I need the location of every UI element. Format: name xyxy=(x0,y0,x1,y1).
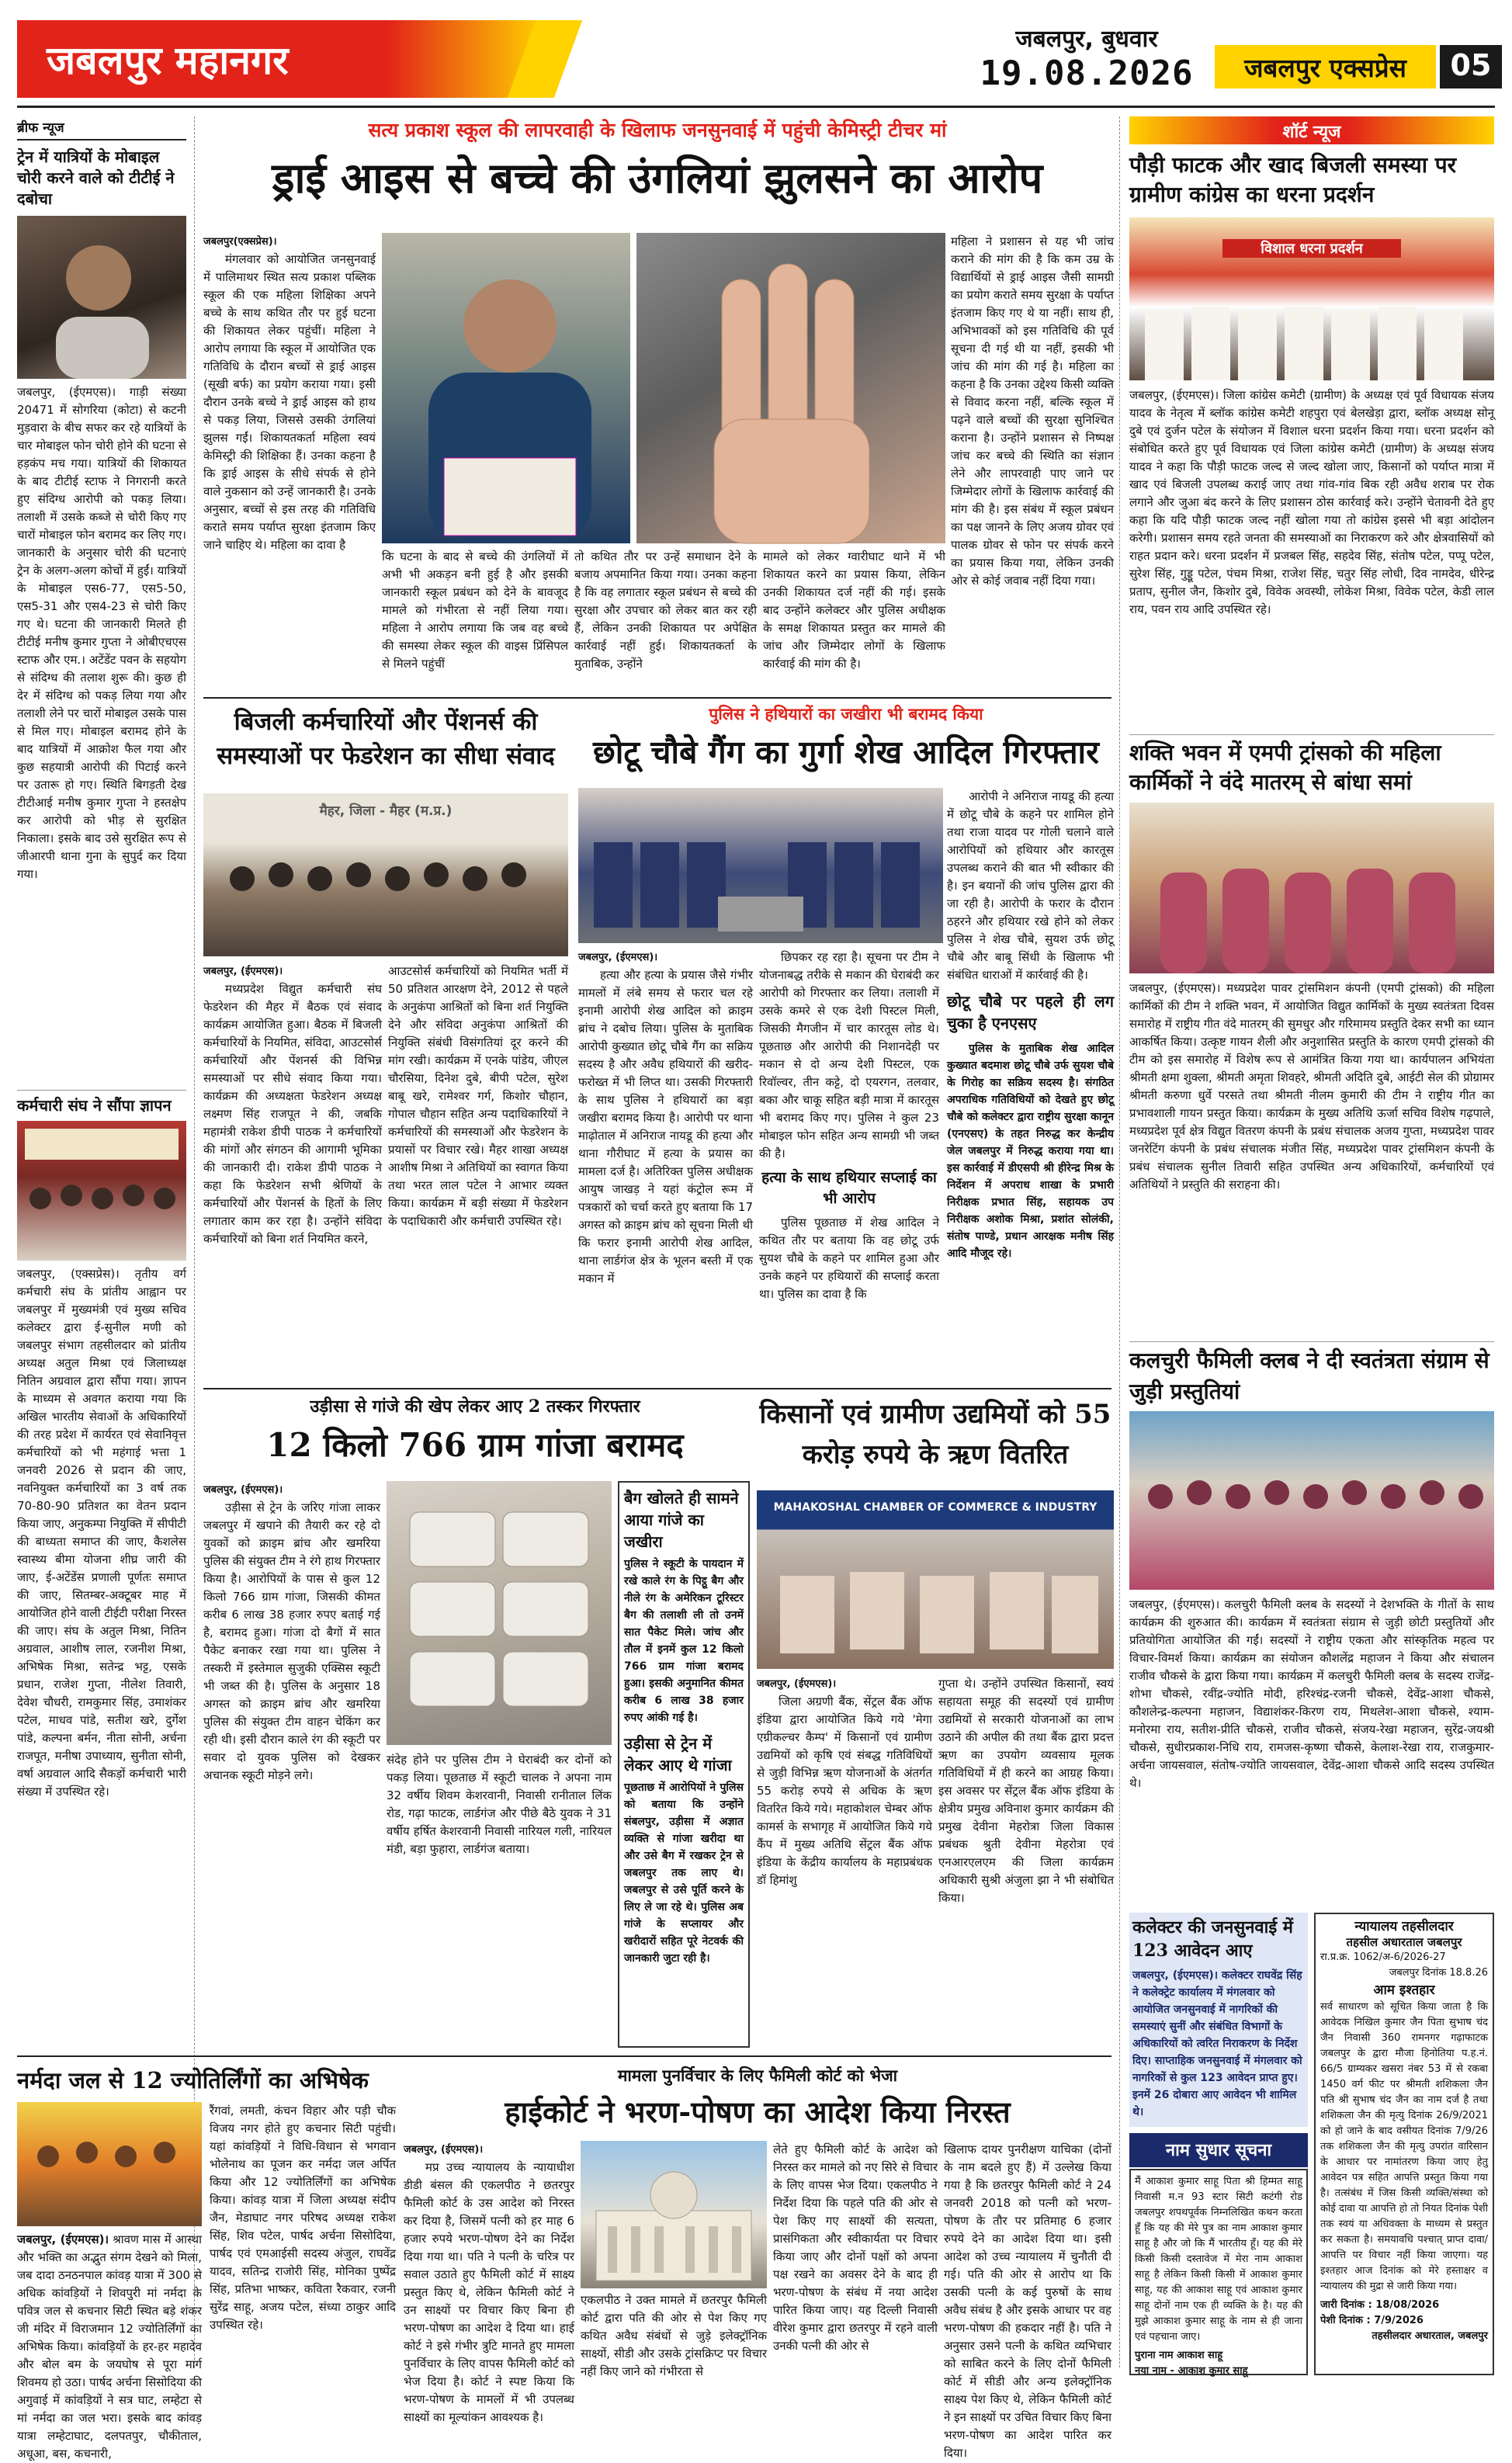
brief-photo-2 xyxy=(17,1121,186,1261)
ganja-headline: 12 किलो 766 ग्राम गांजा बरामद xyxy=(266,1426,684,1464)
hc-col-2: एकलपीठ ने उक्त मामले में छतरपुर फैमिली कोर्ट द्वारा पति की ओर से पेश किए गए कथित अवैध संबंधों से जुड़े इलेक्ट्रॉनिक साक्ष्यों, सीडी और उसके ट्रांसक्रिप्ट पर विचार नहीं किए जाने को गंभीरता से xyxy=(581,2293,767,2378)
loans-photo xyxy=(757,1490,1114,1669)
narmada-dateline: जबलपुर, (ईएमएस)। xyxy=(17,2232,109,2246)
issue-day: जबलपुर, बुधवार xyxy=(1015,26,1158,53)
court-office: तहसील अधारताल जबलपुर xyxy=(1346,1935,1462,1949)
gang-col-1 xyxy=(578,949,753,1383)
seized-packets-image xyxy=(387,1481,612,1745)
name-change-text: मैं आकाश कुमार साहू पिता श्री हिम्मत साहू निवासी म.न 93 स्टार सिटी कटंगी रोड जबलपुर शपथपूर्वक निम्नलिखित कथन करता हूँ कि यह की मेरे पुत्र का नाम आकाश कुमार साहू है और जो कि मैं भारतीय हूँ। यह की मेरे किसी किसी दस्तावेज में मेरा नाम आकाश साहू है लेकिन किसी किसी में आकाश कुमार साहू, यह की आकाश साहू एवं आकाश कुमार साहू दोनों नाम एक ही व्यक्ति के है। यह की मुझे आकाश कुमार साहू के नाम से ही जाना एवं पहचाना जाए। xyxy=(1135,2176,1302,2343)
federation-group-image xyxy=(203,793,568,956)
old-name: पुराना नाम आकाश साहू xyxy=(1135,2350,1223,2361)
gang-dateline: जबलपुर, (ईएमएस)। xyxy=(578,952,658,963)
loans-text-1: जिला अग्रणी बैंक, सेंट्रल बैंक ऑफ इंडिया द्वारा आयोजित किये गये 'मेगा एग्रीकल्चर कैम्प' में किसानों एवं ग्रामीण उद्यमियों को कृषि एवं संबद्ध गतिविधियों से जुड़ी विभिन्न ऋण योजनाओं के अंतर्गत 55 करोड़ रुपये से अधिक के ऋण वितरित किये गये। महाकोशल चेम्बर ऑफ कामर्स के सभागृह में आयोजित किये गये कैंप में मुख्य अतिथि सेंट्रल बैंक ऑफ इंडिया के केंद्रीय कार्यालय के महाप्रबंधक डॉ हिमांशु xyxy=(757,1695,932,1887)
gang-text-2b: पुलिस पूछताछ में शेख आदिल ने कथित तौर पर बताया कि वह छोटू उर्फ सुयश चौबे के कहने पर शामिल हुआ और उनके कहने पर हथियारों की सप्लाई करता था। पुलिस का दावा है कि xyxy=(759,1216,939,1301)
brief-photo-1 xyxy=(17,216,186,379)
women-singing-image xyxy=(1129,803,1494,973)
narmada-text-1: श्रावण मास में आस्था और भक्ति का अद्भुत संगम देखने को मिला, जब दादा ठनठनपाल कांवड़ यात्रा में 300 से अधिक कांवड़ियों ने शिवपुरी मां नर्मदा के पवित्र जल से कचनार सिटी स्थित बड़े शंकर जी मंदिर में विराजमान 12 ज्योतिर्लिंगों का अभिषेक किया। कांवड़ियों के हर-हर महादेव और बोल बम के जयघोष से पूरा मार्ग शिवमय हो उठा। पार्षद अर्चना सिसोदिया की अगुवाई में कांवड़ियों ने सत्र घाट, लम्हेटा से मां नर्मदा का जल भरा। इसके बाद कांवड़ यात्रा लम्हेटाघाट, दलपतपुर, चौकीताल, अधूआ, बस, कचनारी, xyxy=(17,2232,202,2461)
ganja-col-1 xyxy=(203,1481,380,2048)
ganja-text-1: उड़ीसा से ट्रेन के जरिए गांजा लाकर जबलपुर में खपाने की तैयारी कर रहे दो युवकों को क्राइम ब्रांच और खमरिया पुलिस की संयुक्त टीम ने रंगे हाथ गिरफ्तार किया है। आरोपियों के पास से कुल 12 किलो 766 ग्राम गांजा, जिसकी कीमत करीब 6 लाख 38 हजार रुपए बताई गई है, बरामद हुआ। गांजा दो बैगों में सात पैकेट बनाकर रखा गया था। पुलिस ने तस्करी में इस्तेमाल सुजुकी एक्सिस स्कूटी भी जब्त की है। पुलिस के अनुसार 18 अगस्त को क्राइम ब्रांच और खमरिया पुलिस की संयुक्त टीम वाहन चेकिंग कर रही थी। इसी दौरान काले रंग की स्कूटी पर सवार दो युवक पुलिस को देखकर अचानक स्कूटी मोड़ने लगे। xyxy=(203,1500,380,1782)
loans-col-2: गुप्ता थे। उन्होंने उपस्थित किसानों, स्वयं सहायता समूह की सदस्यों एवं ग्रामीण उद्यमियों से सरकारी योजनाओं का लाभ उठाने की अपील की तथा बैंक द्वारा प्रदत्त ऋण का उपयोग व्यवसाय मूलक गतिविधियों में ही करने का आग्रह किया। इस अवसर पर सेंट्रल बैंक ऑफ इंडिया के क्षेत्रीय प्रमुख अविनाश कुमार कार्यक्रम की प्रमुख देवीना मेहरोत्रा जिला विकास प्रबंधक श्रुती देवीना मेहरोत्रा एवं एनआरएलएम की जिला कार्यक्रम अधिकारी सुश्री अंजुला झा ने भी संबोधित किया। xyxy=(938,1677,1114,1905)
narmada-headline: नर्मदा जल से 12 ज्योतिर्लिंगों का अभिषेक xyxy=(17,2067,369,2094)
gang-col-3 xyxy=(947,788,1114,1383)
short-headline-3: कलचुरी फैमिली क्लब ने दी स्वतंत्रता संग्राम से जुड़ी प्रस्तुतियां xyxy=(1129,1341,1494,1407)
power-col-1 xyxy=(203,963,382,1382)
masthead-rule xyxy=(17,106,1495,108)
name-change-notice xyxy=(1129,2169,1308,2375)
gang-subhead-1: हत्या के साथ हथियार सप्लाई का भी आरोप xyxy=(761,1169,937,1207)
court-hearing-date: पेशी दिनांक : 7/9/2026 xyxy=(1320,2315,1424,2326)
short-photo-1 xyxy=(1129,217,1494,380)
gang-text-3b: पुलिस के मुताबिक शेख आदिल कुख्यात बदमाश छोटू चौबे उर्फ सुयश चौबे के गिरोह का सक्रिय सदस्य है। संगठित अपराधिक गतिविधियों को देखते हुए छोटू चौबे को कलेक्टर द्वारा राष्ट्रीय सुरक्षा कानून (एनएसए) के तहत निरुद्ध कर केन्द्रीय जेल जबलपुर में निरुद्ध कराया गया था। इस कार्रवाई में डीएसपी श्री हीरेन्द्र मिश्र के निर्देशन में अपराध शाखा के प्रभारी निरीक्षक प्रभात सिंह, सहायक उप निरीक्षक अशोक मिश्रा, प्रशांत सोलंकी, संतोष पाण्डे, प्रधान आरक्षक मनीष सिंह आदि मौजूद रहे। xyxy=(947,1042,1114,1260)
power-photo xyxy=(203,793,568,956)
loans-headline: किसानों एवं ग्रामीण उद्यमियों को 55 करोड़ रुपये के ऋण वितरित xyxy=(759,1399,1111,1470)
brief-text-2: जबलपुर, (एक्सप्रेस)। तृतीय वर्ग कर्मचारी संघ के प्रांतीय आह्वान पर जबलपुर में मुख्यमंत्री एवं मुख्य सचिव कलेक्टर द्वारा ई-सुनील मणी को जबलपुर संभाग तहसीलदार को प्रांतीय अध्यक्ष अतुल मिश्रा एवं जिलाध्यक्ष नितिन अग्रवाल द्वारा सौंपा गया। ज्ञापन के माध्यम से अवगत कराया गया कि अखिल भारतीय सेवाओं के अधिकारियों की तरह प्रदेश में कार्यरत एवं सेवानिवृत्त कर्मचारियों को भी महंगाई भत्ता 1 जनवरी 2026 से प्रदान की जाए, नवनियुक्त कर्मचारियों का 3 वर्ष तक 70-80-90 प्रतिशत का वेतन प्रदान किया जाए, अनुकम्पा नियुक्ति में सीपीटी की बाध्यता समाप्त की जाए, कैशलेस स्वास्थ्य बीमा योजना शीघ्र जारी की जाए, ई-अटेंडेंस प्रणाली पूर्णतः समाप्त की जाए, सितम्बर-अक्टूबर माह में आयोजित होने वाली टीईटी परीक्षा निरस्त की जाए। संघ के अतुल मिश्रा, नितिन अग्रवाल, आशीष लाल, रजनीश मिश्रा, अभिषेक मिश्रा, सतेन्द्र भट्ट, एसके प्रधान, राजेश गुप्ता, नीलेश तिवारी, देवेश चौधरी, रामकुमार सिंह, उमाशंकर पटेल, माधव पांडे, सतीश खरे, दुर्गेश पांडे, कल्पना बर्मन, नीता सोनी, अर्चना राजपूत, मनीषा उपाध्याय, सुनीता सोनी, वर्षा अग्रवाल आदि सैकड़ों कर्मचारी भारी संख्या में उपस्थित रहे। xyxy=(17,1267,186,1799)
power-headline: बिजली कर्मचारियों और पेंशनर्स की समस्याओं पर फेडरेशन का सीधा संवाद xyxy=(217,708,555,770)
loans-col-1 xyxy=(757,1675,932,2048)
court-notice xyxy=(1314,1913,1494,2375)
court-text: सर्व साधारण को सूचित किया जाता है कि आवेदक निखिल कुमार जैन पिता सुभाष चंद जैन निवासी 360 रामनगर गढ़ाफाटक जबलपुर के द्वारा मौजा हिनोतिया प.ह.नं. 66/5 ग्राम्यकर खसरा नंबर 53 में से रकबा 1450 वर्ग फीट पर श्रीमती शशिकला जैन पति श्री सुभाष चंद जैन का नाम दर्ज है तथा शशिकला जैन की मृत्यु दिनांक 26/9/2021 को हो जाने के बाद वसीयत दिनांक 7/9/26 तक शशिकला जैन की मृत्यु उपरांत वारिसान के आधार पर नामांतरण किया जाए हेतु आवेदन पत्र सहित आपत्ति प्रस्तुत किया गया है। तत्संबंध में जिस किसी व्यक्ति/संस्था को कोई दावा या आपत्ति हो तो नियत दिनांक पेशी तक स्वयं या अधिवक्ता के माध्यम से प्रस्तुत कर सकता है। समयावधि पश्चात् प्राप्त दावा/आपत्ति पर विचार नहीं किया जाएगा। यह इश्तहार आज दिनांक को मेरे हस्ताक्षर व न्यायालय की मुद्रा से जारी किया गया। xyxy=(1320,2001,1488,2292)
name-change-label: नाम सुधार सूचना xyxy=(1129,2133,1308,2167)
dateline-box xyxy=(970,22,1203,93)
mother-with-certificate-image xyxy=(382,233,630,543)
newspaper-brand: जबलपुर एक्सप्रेस xyxy=(1215,45,1436,88)
gang-photo xyxy=(578,788,943,943)
court-case-no: रा.प्र.क्र. 1062/अ-6/2026-27 xyxy=(1320,1951,1446,1963)
lead-col-5: महिला ने प्रशासन से यह भी जांच कराने की मांग की है कि कम उम्र के विद्यार्थियों से ड्राई आइस जैसी सामग्री का प्रयोग कराते समय सुरक्षा के पर्याप्त इंतजाम किए गए थे या नहीं। साथ ही, अभिभावकों को इस गतिविधि की पूर्व सूचना दी गई थी या नहीं, इसकी भी जांच की मांग की गई है। महिला का कहना है कि उनका उद्देश्य किसी व्यक्ति से विवाद करना नहीं, बल्कि स्कूल में पढ़ने वाले बच्चों की सुरक्षा सुनिश्चित कराना है। उन्होंने प्रशासन से निष्पक्ष जांच कर बच्चे की स्थिति का संज्ञान लेने और लापरवाही पाए जाने पर जिम्मेदार लोगों के खिलाफ कार्रवाई की मांग की है। इस संबंध में स्कूल प्रबंधन का पक्ष जानने के लिए अजय ग्रोवर एवं पालक ग्रोवर से फोन पर संपर्क करने का प्रयास किया गया, लेकिन उनकी ओर से कोई जवाब नहीं दिया गया। xyxy=(951,234,1114,588)
ganja-photo xyxy=(387,1481,612,1745)
page-number: 05 xyxy=(1440,45,1502,88)
lead-col-1 xyxy=(203,233,376,691)
issue-date: 19.08.2026 xyxy=(980,54,1194,93)
lead-headline: ड्राई आइस से बच्चे की उंगलियां झुलसने का आरोप xyxy=(272,153,1043,203)
short-headline-1: पौड़ी फाटक और खाद बिजली समस्या पर ग्रामीण कांग्रेस का धरना प्रदर्शन xyxy=(1129,152,1457,207)
ganja-kicker: उड़ीसा से गांजे की खेप लेकर आए 2 तस्कर गिरफ्तार xyxy=(310,1396,640,1417)
gang-subhead-2: छोटू चौबे पर पहले ही लग चुका है एनएसए xyxy=(947,992,1114,1032)
ganja-col-2: संदेह होने पर पुलिस टीम ने घेराबंदी कर दोनों को पकड़ लिया। पूछताछ में स्कूटी चालक ने अपना नाम 32 वर्षीय शिवम केशरवानी, निवासी रानीताल लिंक रोड, गढ़ा फाटक, लार्डगंज और पीछे बैठे युवक ने 31 वर्षीय हर्षित केशरवानी निवासी नारियल गली, नारियल मंडी, बड़ा फुहारा, लार्डगंज बताया। xyxy=(387,1753,612,1856)
hc-text-1: मप्र उच्च न्यायालय के न्यायाधीश डीडी बंसल की एकलपीठ ने छतरपुर फैमिली कोर्ट के उस आदेश को निरस्त कर दिया है, जिसमें पत्नी को हर माह 6 हजार रुपये भरण-पोषण देने का निर्देश दिया गया था। पति ने पत्नी के चरित्र पर सवाल उठाते हुए फैमिली कोर्ट में साक्ष्य प्रस्तुत किए थे, लेकिन फैमिली कोर्ट ने उन साक्ष्यों पर विचार किए बिना ही भरण-पोषण का आदेश दे दिया था। हाई कोर्ट ने इसे गंभीर त्रुटि मानते हुए मामला पुनर्विचार के लिए वापस फैमिली कोर्ट को भेज दिया है। कोर्ट ने स्पष्ट किया कि भरण-पोषण के मामलों में भी उपलब्ध साक्ष्यों का मूल्यांकन आवश्यक है। xyxy=(404,2160,574,2424)
gang-text-2: छिपकर रह रहा है। सूचना पर टीम ने योजनाबद्ध तरीके से मकान की घेराबंदी कर आरोपी को गिरफ्तार कर लिया। तलाशी में उसके कमरे से एक देशी पिस्टल मिली, जिसकी मैगजीन में चार कारतूस लोड थे। पूछताछ और आरोपी की निशानदेही पर मकान से दो अन्य देशी पिस्टल, एक रिवॉल्वर, तीन कट्टे, दो एयरगन, तलवार, बका और चाकू सहित बड़ी मात्रा में कारतूस भी बरामद किए गए। पुलिस ने कुल 23 मोबाइल फोन सहित अन्य सामग्री भी जब्त की है। xyxy=(759,950,939,1160)
narmada-photo xyxy=(17,2102,202,2226)
hc-col-1 xyxy=(404,2141,574,2424)
section-rule xyxy=(17,2055,1111,2057)
lead-kicker: सत्य प्रकाश स्कूल की लापरवाही के खिलाफ जनसुनवाई में पहुंची केमिस्ट्री टीचर मां xyxy=(368,119,947,141)
hc-kicker: मामला पुनर्विचार के लिए फैमिली कोर्ट को भेजा xyxy=(617,2066,898,2085)
congress-protest-image xyxy=(1129,217,1494,380)
ganja-dateline: जबलपुर, (ईएमएस)। xyxy=(203,1484,283,1496)
family-club-image xyxy=(1129,1411,1494,1590)
short-text-3: जबलपुर, (ईएमएस)। कलचुरी फैमिली क्लब के सदस्यों ने देशभक्ति के गीतों के साथ कार्यक्रम की शुरुआत की। कार्यक्रम में स्वतंत्रता संग्राम से जुड़ी छोटी प्रस्तुतियों और प्रतियोगिता आयोजित की गईं। सदस्यों ने राष्ट्रीय एकता और सांस्कृतिक महत्व पर विचार-विमर्श किया। कार्यक्रम का संयोजन कौशलेंद्र महाजन ने किया और संचालन राजीव चौकसे के द्वारा किया गया। कार्यक्रम में कलचुरी फैमिली क्लब के सदस्य राजेंद्र-शोभा चौकसे, रवींद्र-ज्योति मोदी, हरिश्चंद्र-रजनी चौकसे, देवेंद्र-आशा चौकसे, कौशलेन्द्र-कल्पना महाजन, विद्याशंकर-किरण राय, मिथलेश-आशा चौकसे, श्याम-मनोरमा राय, सतीश-प्रीति चौकसे, राजीव चौकसे, संजय-रेखा महाजन, सुरेंद्र-जयश्री चौकसे, सुधीरप्रकाश-निधि राय, रामजस-कृष्णा चौकसे, केलाश-रेखा राय, राजकुमार-अर्चना जायसवाल, संतोष-ज्योति जायसवाल, देवेंद्र-आशा चौकसे आदि सदस्य उपस्थित थे। xyxy=(1129,1597,1494,1790)
narmada-col-2: रैंगवां, लमती, कंचन विहार और पड़ी चौक विजय नगर होते हुए कचनार सिटी पहुंची। यहां कांवड़ियों ने विधि-विधान से भगवान भोलेनाथ का पूजन कर नर्मदा जल अर्पित किया और 12 ज्योतिर्लिंगों का अभिषेक किया। कांवड़ यात्रा में जिला अध्यक्ष संदीप जैन, मेडाघाट नगर परिषद अध्यक्ष राकेश सिंह, शिव पटेल, पार्षद अर्चना सिसोदिया, पार्षद एवं एमआईसी सदस्य अंजुल, राघवेंद्र यादव, सतिन्द्र राजोरी सिंह, मोनिका पुष्पेंद्र सिंह, प्रतिभा भाष्कर, कविता रैकवार, रजनी सुरेंद्र साहू, अजय पटेल, संध्या ठाकुर आदि उपस्थित रहे। xyxy=(210,2104,396,2332)
hc-headline: हाईकोर्ट ने भरण-पोषण का आदेश किया निरस्त xyxy=(505,2094,1011,2129)
power-col-2: आउटसोर्स कर्मचारियों को नियमित भर्ती में 50 प्रतिशत आरक्षण देने, 2012 से पहले के अनुकंपा आश्रितों को बिना शर्त नियुक्ति देने और संविदा अनुकंपा आश्रितों की नियुक्ति संबंधी विसंगतियां दूर करने की मांग रखी। कार्यक्रम में एनके पांडेय, जीएल चौरसिया, दिनेश दुबे, बीपी पटेल, सुरेश बाबू खरे, रामेश्वर गर्ग, किशोर चौहान, गोपाल चौहान सहित अन्य पदाधिकारियों ने कर्मचारियों की समस्याओं और फेडरेशन के प्रयासों पर विचार रखे। मैहर शाखा अध्यक्ष आशीष मिश्रा ने अतिथियों का स्वागत किया तथा भरत लाल पटेल ने आभार व्यक्त किया। कार्यक्रम में बड़ी संख्या में फेडरेशन के पदाधिकारी और कर्मचारी उपस्थित रहे। xyxy=(388,964,568,1228)
brief-text-1: जबलपुर, (ईएमएस)। गाड़ी संख्या 20471 में सोगरिया (कोटा) से कटनी मुड़वारा के बीच सफर कर रहे यात्रियों के चार मोबाइल फोन चोरी होने की घटना से हड़कंप मच गया। यात्रियों की शिकायत के बाद टीटीई स्टाफ ने निगरानी करते हुए संदिग्ध आरोपी को पकड़ लिया। तलाशी में उसके कब्जे से चोरी किए गए चारों मोबाइल फोन बरामद कर लिए गए। जानकारी के अनुसार चोरी की घटनाएं ट्रेन के अलग-अलग कोचों में हुईं। यात्रियों के मोबाइल एस6-77, एस5-50, एस5-31 और एस4-23 से चोरी किए गए थे। घटना की जानकारी मिलते ही टीटीई मनीष कुमार गुप्ता ने ओबीएचएस स्टाफ और एम.। अटेंडेंट पवन के सहयोग से संदिग्ध की तलाश शुरू की। कुछ ही देर में संदिग्ध को पकड़ लिया गया और तलाशी लेने पर चारों मोबाइल उसके पास से मिल गए। मोबाइल बरामद होने के बाद यात्रियों में आक्रोश फैल गया और कुछ सहयात्री आरोपी की पिटाई करने पर उतारू हो गए। स्थिति बिगड़ती देख टीटीआई मनीष कुमार गुप्ता ने हस्तक्षेप कर आरोपी को भीड़ से सुरक्षित निकाला। इसके बाद उसे सुरक्षित रूप से जीआरपी थाना गुना के सुपुर्द कर दिया गया। xyxy=(17,385,186,881)
brief-label: ब्रीफ न्यूज xyxy=(17,116,186,140)
ganja-box-text-2: पूछताछ में आरोपियों ने पुलिस को बताया कि उन्होंने संबलपुर, उड़ीसा में अज्ञात व्यक्ति से गांजा खरीदा था और उसे बैग में रखकर ट्रेन से जबलपुर तक लाए थे। जबलपुर से उसे पूर्ति करने के लिए ले जा रहे थे। पुलिस अब गांजे के सप्लायर और खरीदारों सहित पूरे नेटवर्क की जानकारी जुटा रही है। xyxy=(624,1781,744,1965)
portrait-image xyxy=(17,216,186,379)
court-issue-date: जारी दिनांक : 18/08/2026 xyxy=(1320,2299,1440,2311)
power-dateline: जबलपुर, (ईएमएस)। xyxy=(203,966,283,977)
gang-text-1: हत्या और हत्या के प्रयास जैसे गंभीर मामलों में लंबे समय से फरार चल रहे इनामी आरोपी शेख आदिल को क्राइम ब्रांच ने दबोच लिया। पुलिस के मुताबिक आरोपी कुख्यात छोटू चौबे गैंग का सक्रिय सदस्य है और अवैध हथियारों की खरीद-फरोख्त में भी लिप्त था। उसकी गिरफ्तारी के साथ पुलिस ने हथियारों का बड़ा जखीरा बरामद किया है। आरोपी पर थाना माढ़ोताल में अनिराज नायडू की हत्या और थाना गौरीघाट में हत्या के प्रयास का मामला दर्ज है। अतिरिक्त पुलिस अधीक्षक आयुष जाखड़ ने यहां कंट्रोल रूम में पत्रकारों को चर्चा करते हुए बताया कि 17 अगस्त को क्राइम ब्रांच को सूचना मिली थी कि फरार इनामी आरोपी शेख आदिल, थाना लार्डगंज क्षेत्र के भूलन बस्ती में एक मकान में xyxy=(578,968,753,1285)
dharna-banner: विशाल धरना प्रदर्शन xyxy=(1222,239,1401,258)
injured-fingers-image xyxy=(636,233,945,543)
masthead xyxy=(0,0,1512,109)
brief-news-column xyxy=(17,116,186,2383)
short-photo-3 xyxy=(1129,1411,1494,1590)
collector-headline: कलेक्टर की जनसुनवाई में 123 आवेदन आए xyxy=(1132,1917,1293,1961)
loans-photo-banner: MAHAKOSHAL CHAMBER OF COMMERCE & INDUSTRY xyxy=(773,1501,1098,1514)
lead-col-4: मामले को लेकर ग्वारीघाट थाने में भी शिकायत करने का प्रयास किया, लेकिन उनकी शिकायत दर्ज नहीं की गई। इसके बाद उन्होंने कलेक्टर और पुलिस अधीक्षक के समक्ष शिकायत प्रस्तुत कर मामले की जांच और जिम्मेदार लोगों के खिलाफ कार्रवाई की मांग की है। xyxy=(763,550,945,671)
short-photo-2 xyxy=(1129,803,1494,973)
column-divider xyxy=(1119,116,1120,2368)
brief-headline-2: कर्मचारी संघ ने सौंपा ज्ञापन xyxy=(17,1090,186,1116)
brief-headline-1: ट्रेन में यात्रियों के मोबाइल चोरी करने वाले को टीटीई ने दबोचा xyxy=(17,147,175,208)
narmada-story xyxy=(17,2065,397,2461)
ganja-box-subhead: उड़ीसा से ट्रेन में लेकर आए थे गांजा xyxy=(624,1734,732,1774)
lead-photo-mother xyxy=(382,233,630,543)
gang-headline: छोटू चौबे गैंग का गुर्गा शेख आदिल गिरफ्तार xyxy=(593,734,1099,771)
loans-dateline: जबलपुर, (ईएमएस)। xyxy=(757,1678,837,1690)
lead-col-3: तो कथित तौर पर उन्हें समाधान देने के बजाय अपमानित किया गया। उनका कहना है कि वह लगातार स्कूल प्रबंधन से बच्चे की सुरक्षा और उपचार को लेकर बात कर रही हैं, लेकिन उनकी शिकायत पर अपेक्षित कार्रवाई नहीं हुई। शिकायतकर्ता के मुताबिक, उन्होंने xyxy=(574,550,757,671)
short-text-1: जबलपुर, (ईएमएस)। जिला कांग्रेस कमेटी (ग्रामीण) के अध्यक्ष एवं पूर्व विधायक संजय यादव के नेतृत्व में ब्लॉक कांग्रेस कमेटी शहपुरा एवं बेलखेड़ा द्वारा, ब्लॉक अध्यक्ष सोनू दुबे एवं दुर्जन पटेल के संयोजन में विशाल धरना प्रदर्शन किया गया। धरना प्रदर्शन को संबोधित करते हुए पूर्व विधायक एवं जिला कांग्रेस कमेटी (ग्रामीण) के अध्यक्ष संजय यादव ने कहा कि पौड़ी फाटक जल्द से जल्द खोला जाए, किसानों को पर्याप्त मात्रा में खाद एवं बिजली उपलब्ध कराई जाए तथा गांव-गांव बिक रही अवैध शराब पर रोक लगाने और जुआ बंद करने के लिए प्रशासन ठोस कार्रवाई करे। उन्होंने चेतावनी देते हुए कहा कि यदि पौड़ी फाटक जल्द नहीं खोला गया तो कांग्रेस इससे भी बड़ा आंदोलन करेगी। प्रशासन समय रहते जनता की समस्याओं का निराकरण करे और क्षेत्रवासियों को राहत प्रदान करे। धरना प्रदर्शन में प्रजबल सिंह, सहदेव सिंह, संतोष पटेल, पप्पू पटेल, सुरेश सिंह, गुड्डू पटेल, पंचम मिश्रा, राजेश सिंह, चतुर सिंह लोधी, दिव नामदेव, धीरेन्द्र प्रताप, सुनील जैन, किशोर दुबे, विवेक अवस्थी, लोकेश मिश्रा, विवेक पटेल, केडी लाल राय, पवन राय आदि उपस्थित रहे। xyxy=(1129,388,1494,616)
court-name: न्यायालय तहसीलदार xyxy=(1354,1919,1454,1934)
ganja-box xyxy=(618,1481,750,2048)
new-name: नया नाम - आकाश कुमार साहू xyxy=(1135,2365,1248,2377)
gang-col-2 xyxy=(759,949,939,1383)
lead-photo-fingers xyxy=(636,233,945,543)
hc-col-3: लेते हुए फैमिली कोर्ट के आदेश को निरस्त कर मामले को नए सिरे से विचार के लिए वापस भेज दिया। एकलपीठ ने निर्देश दिया कि पहले पति की ओर से पेश किए गए साक्ष्यों की सत्यता, प्रासंगिकता और स्वीकार्यता पर विचार किया जाए और दोनों पक्षों को अपना पक्ष रखने का अवसर देने के बाद ही भरण-पोषण के संबंध में नया आदेश पारित किया जाए। यह दिल्ली निवासी वीरेश कुमार द्वारा छतरपुर में रहने वाली उनकी पत्नी की ओर से xyxy=(773,2142,938,2353)
short-news-label: शॉर्ट न्यूज xyxy=(1129,116,1494,144)
ganja-box-text-1: पुलिस ने स्कूटी के पायदान में रखे काले रंग के पिट्ठू बैग और नीले रंग के अमेरिकन टूरिस्टर बैग की तलाशी ली तो उनमें सात पैकेट मिले। जांच और तौल में इनमें कुल 12 किलो 766 ग्राम गांजा बरामद हुआ। इसकी अनुमानित कीमत करीब 6 लाख 38 हजार रुपए आंकी गई है। xyxy=(624,1558,744,1724)
kanwar-yatra-image xyxy=(17,2102,202,2226)
loan-distribution-image xyxy=(757,1490,1114,1669)
lead-col-2: कि घटना के बाद से बच्चे की उंगलियों में अभी भी अकड़न बनी हुई है और इसकी जानकारी स्कूल प्रबंधन को देने के बावजूद मामले को गंभीरता से नहीं लिया गया। महिला ने आरोप लगाया कि जब वह बच्चे की समस्या लेकर स्कूल की वाइस प्रिंसिपल से मिलने पहुंचीं xyxy=(382,550,568,671)
high-court-building-image xyxy=(581,2141,767,2288)
power-photo-banner: मैहर, जिला - मैहर (म.प्र.) xyxy=(319,803,453,819)
hc-col-4: खिलाफ दायर पुनरीक्षण याचिका (दोनों के नाम बदले हुए हैं) में उल्लेख किया गया है कि छतरपुर फैमिली कोर्ट ने 24 जनवरी 2018 को पत्नी को भरण-पोषण के तौर पर प्रतिमाह 6 हजार रुपये देने का आदेश दिया था। इसी आदेश को उच्च न्यायालय में चुनौती दी गई। पति की ओर से आरोप था कि उसकी पत्नी के कई पुरुषों के साथ अवैध संबंध है और इसके आधार पर वह भरण-पोषण की हकदार नहीं है। पति ने अनुसार उसने पत्नी के कथित व्यभिचार को साबित करने के लिए दोनों फैमिली कोर्ट में सीडी और अन्य इलेक्ट्रॉनिक साक्ष्य पेश किए थे, लेकिन फैमिली कोर्ट ने इन साक्ष्यों पर उचित विचार किए बिना भरण-पोषण का आदेश पारित कर दिया। xyxy=(944,2142,1111,2460)
court-signoff: तहसीलदार अधारताल, जबलपुर xyxy=(1372,2330,1488,2342)
collector-text: जबलपुर, (ईएमएस)। कलेक्टर राघवेंद्र सिंह ने कलेक्ट्रेट कार्यालय में मंगलवार को आयोजित जनसुनवाई में नागरिकों की समस्याएं सुनीं और संबंधित विभागों के अधिकारियों को त्वरित निराकरण के निर्देश दिए। साप्ताहिक जनसुनवाई में मंगलवार को नागरिकों से कुल 123 आवेदन प्राप्त हुए। इनमें 26 दोबारा आए आवेदन भी शामिल थे। xyxy=(1129,1964,1308,2127)
short-headline-2: शक्ति भवन में एमपी ट्रांसको की महिला कार्मिकों ने वंदे मातरम् से बांधा समां xyxy=(1129,734,1494,796)
hc-photo xyxy=(581,2141,767,2288)
short-text-2: जबलपुर, (ईएमएस)। मध्यप्रदेश पावर ट्रांसमिशन कंपनी (एमपी ट्रांसको) की महिला कार्मिकों की टीम ने शक्ति भवन, में आयोजित विद्युत कार्मिकों के मुख्य स्वतंत्रता दिवस समारोह में राष्ट्रीय गीत वंदे मातरम् की सुमधुर और गरिमामय प्रस्तुति देकर सभी का ध्यान आकर्षित किया। उत्कृष्ट गायन शैली और अनुशासित प्रस्तुति के कारण एमपी ट्रांसको की टीम को इस समारोह में विशेष रूप से आमंत्रित किया गया था। कार्यपालन अभियंता श्रीमती क्षमा शुक्ला, श्रीमती अमृता शिवहरे, श्रीमती अदिति दुबे, आईटी सेल की प्रोग्रामर श्रीमती करुणा धुर्वे परसते तथा श्रीमती नीलम कुमारी की टीम ने राष्ट्रीय गीत का प्रभावशाली गायन प्रस्तुत किया। कार्यक्रम के मुख्य अतिथि ऊर्जा सचिव विशेष गढ़पाले, मध्यप्रदेश पूर्व क्षेत्र विद्युत वितरण कंपनी के प्रबंध संचालक अजय गुप्ता, मध्यप्रदेश पावर जनरेटिंग कंपनी के प्रबंध संचालक मंजीत सिंह, मध्यप्रदेश पावर ट्रांसमिशन कंपनी के प्रबंध संचालक सुनील तिवारी सहित उपस्थित अन्य अधिकारियों, कर्मचारियों एवं अतिथियों ने प्रस्तुति की सराहना की। xyxy=(1129,981,1494,1192)
gang-text-3: आरोपी ने अनिराज नायडू की हत्या में छोटू चौबे के कहने पर शामिल होने तथा राजा यादव पर गोली चलाने वाले आरोपियों को हथियार और कारतूस उपलब्ध कराने की बात भी स्वीकार की है। इन बयानों की जांच पुलिस द्वारा की जा रही है। आरोपी के फरार के दौरान ठहरने और हथियार रखे होने को लेकर पुलिस ने शेख चौबे, सुयश उर्फ छोटू चौबे और बाबू सिंधी के खिलाफ भी संबंधित धाराओं में कार्रवाई की है। xyxy=(947,789,1114,982)
gang-kicker: पुलिस ने हथियारों का जखीरा भी बरामद किया xyxy=(709,704,983,723)
section-rule xyxy=(203,697,1111,699)
section-title: जबलपुर महानगर xyxy=(17,20,545,98)
court-title: आम इश्तहार xyxy=(1373,1983,1435,1998)
court-case-date: जबलपुर दिनांक 18.8.26 xyxy=(1389,1967,1488,1979)
narmada-col-1 xyxy=(17,2231,202,2461)
power-text-1: मध्यप्रदेश विद्युत कर्मचारी संघ फेडरेशन की मैहर में बैठक एवं संवाद कार्यक्रम आयोजित हुआ। बैठक में बिजली कर्मचारियों के नियमित, संविदा, आउटसोर्स कर्मचारियों और पेंशनर्स की विभिन्न समस्याओं पर सीधे संवाद किया गया। कार्यक्रम की अध्यक्षता फेडरेशन अध्यक्ष लक्ष्मण सिंह राजपूत ने की, जबकि महामंत्री राकेश डीपी पाठक ने कर्मचारियों की मांगों और संगठन की आगामी भूमिका की जानकारी दी। राकेश डीपी पाठक ने कहा कि फेडरेशन सभी श्रेणियों के कर्मचारियों और पेंशनर्स के हितों के लिए लगातार काम कर रहा है। उन्होंने संविदा कर्मचारियों को बिना शर्त नियमित करने, xyxy=(203,982,382,1246)
lead-dateline: जबलपुर(एक्सप्रेस)। xyxy=(203,236,277,248)
column-divider xyxy=(194,116,195,2368)
ganja-box-headline: बैग खोलते ही सामने आया गांजे का जखीरा xyxy=(624,1489,739,1551)
section-rule xyxy=(203,1388,1111,1389)
lead-text-1: मंगलवार को आयोजित जनसुनवाई में पालिमाथर स्थित सत्य प्रकाश पब्लिक स्कूल की एक महिला शिक्षिका अपने बच्चे के साथ कथित तौर पर हुई घटना की शिकायत लेकर पहुंचीं। महिला ने आरोप लगाया कि स्कूल में आयोजित एक गतिविधि के दौरान बच्चों से ड्राई आइस (सूखी बर्फ) का प्रयोग कराया गया। इसी दौरान उनके बच्चे ने ड्राई आइस को हाथ से पकड़ लिया, जिससे उसकी उंगलियां झुलस गईं। शिकायतकर्ता महिला स्वयं केमिस्ट्री की शिक्षिका हैं। उनका कहना है कि ड्राई आइस के सीधे संपर्क से होने वाले नुकसान को उन्हें जानकारी है। उनके अनुसार, बच्चों से इस तरह की गतिविधि कराते समय पर्याप्त सुरक्षा इंतजाम किए जाने चाहिए थे। महिला का दावा है xyxy=(203,252,376,552)
protest-group-image xyxy=(17,1121,186,1261)
hc-dateline: जबलपुर, (ईएमएस)। xyxy=(404,2144,484,2156)
police-press-image xyxy=(578,788,943,943)
